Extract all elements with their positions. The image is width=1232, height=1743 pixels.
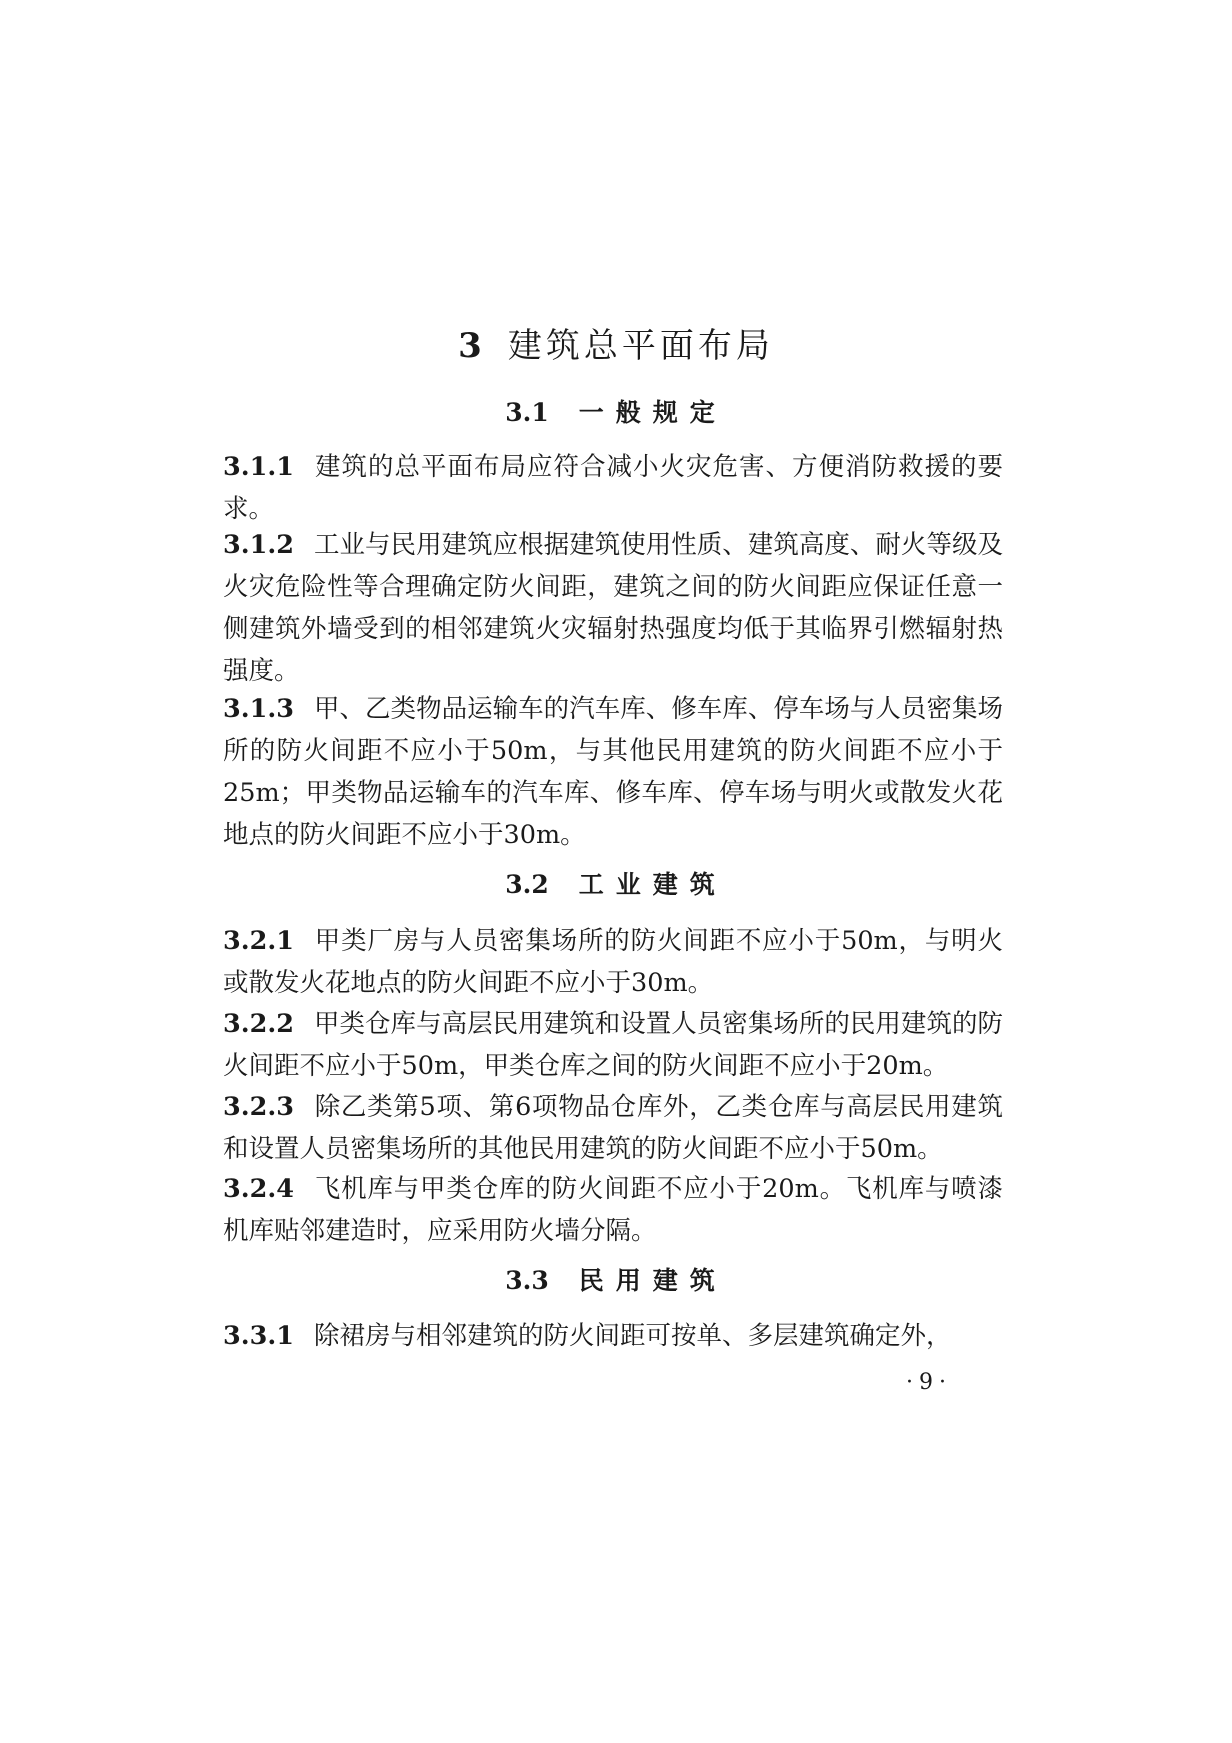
clause-3-1-2 bbox=[223, 524, 1003, 692]
clause-3-2-3 bbox=[223, 1086, 1003, 1170]
clause-number: 3.2.3 bbox=[223, 1092, 294, 1122]
clause-3-1-1 bbox=[223, 446, 1003, 530]
clause-text: 甲类厂房与人员密集场所的防火间距不应小于50m，与明火或散发火花地点的防火间距不应小于30m。 bbox=[223, 926, 1003, 998]
section-number: 3.2 bbox=[505, 870, 549, 899]
section-heading-3-3 bbox=[0, 1261, 1232, 1297]
clause-3-3-1 bbox=[223, 1315, 1003, 1357]
section-heading-3-2 bbox=[0, 865, 1232, 901]
clause-text: 甲类仓库与高层民用建筑和设置人员密集场所的民用建筑的防火间距不应小于50m，甲类仓库之间的防火间距不应小于20m。 bbox=[223, 1009, 1003, 1081]
clause-number: 3.2.4 bbox=[223, 1174, 294, 1204]
clause-number: 3.1.2 bbox=[223, 530, 294, 560]
clause-number: 3.2.1 bbox=[223, 926, 294, 956]
clause-text: 除乙类第5项、第6项物品仓库外，乙类仓库与高层民用建筑和设置人员密集场所的其他民用建筑的防火间距不应小于50m。 bbox=[223, 1092, 1003, 1164]
clause-3-1-3 bbox=[223, 688, 1003, 856]
clause-number: 3.2.2 bbox=[223, 1009, 294, 1039]
section-number: 3.3 bbox=[505, 1266, 549, 1295]
section-title: 工业建筑 bbox=[578, 870, 727, 899]
clause-number: 3.1.1 bbox=[223, 452, 294, 482]
clause-text: 除裙房与相邻建筑的防火间距可按单、多层建筑确定外， bbox=[313, 1321, 952, 1351]
chapter-number: 3 bbox=[458, 326, 482, 366]
clause-number: 3.1.3 bbox=[223, 694, 294, 724]
section-number: 3.1 bbox=[505, 398, 549, 427]
clause-text: 甲、乙类物品运输车的汽车库、修车库、停车场与人员密集场所的防火间距不应小于50m，与其他民用建筑的防火间距不应小于25m；甲类物品运输车的汽车库、修车库、停车场与明火或散发火花地点的防火间距不应小于30m。 bbox=[223, 694, 1003, 850]
clause-number: 3.3.1 bbox=[223, 1321, 294, 1351]
clause-3-2-4 bbox=[223, 1168, 1003, 1252]
clause-3-2-1 bbox=[223, 920, 1003, 1004]
section-title: 一般规定 bbox=[578, 398, 727, 427]
clause-text: 工业与民用建筑应根据建筑使用性质、建筑高度、耐火等级及火灾危险性等合理确定防火间距，建筑之间的防火间距应保证任意一侧建筑外墙受到的相邻建筑火灾辐射热强度均低于其临界引燃辐射热强度。 bbox=[223, 530, 1003, 686]
section-heading-3-1 bbox=[0, 393, 1232, 429]
clause-text: 建筑的总平面布局应符合减小火灾危害、方便消防救援的要求。 bbox=[223, 452, 1003, 524]
chapter-title bbox=[0, 318, 1232, 367]
section-title: 民用建筑 bbox=[578, 1266, 727, 1295]
clause-text: 飞机库与甲类仓库的防火间距不应小于20m。飞机库与喷漆机库贴邻建造时，应采用防火墙分隔。 bbox=[223, 1174, 1003, 1246]
page-number: ·9· bbox=[906, 1370, 952, 1395]
chapter-title-text: 建筑总平面布局 bbox=[507, 326, 774, 366]
clause-3-2-2 bbox=[223, 1003, 1003, 1087]
